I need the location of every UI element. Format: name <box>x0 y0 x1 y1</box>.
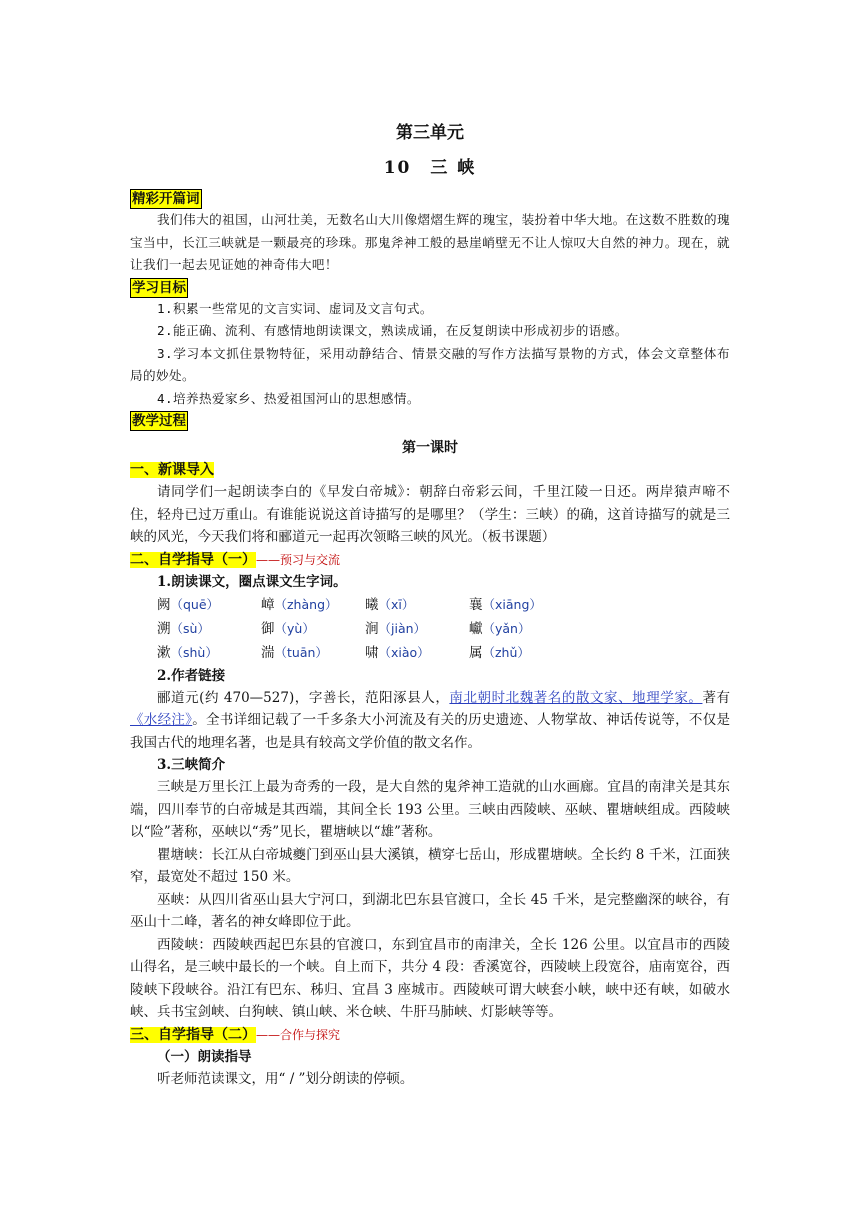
section-intro <box>130 459 730 549</box>
goal-item: 2.能正确、流利、有感情地朗读课文，熟读成诵，在反复朗读中形成初步的语感。 <box>157 323 628 338</box>
vocab-item: 涧（jiàn） <box>365 620 427 637</box>
vocab-item: 御（yù） <box>261 620 315 637</box>
section-note: ——预习与交流 <box>256 552 341 567</box>
subheading: （一）朗读指导 <box>157 1048 252 1065</box>
section-heading <box>130 1024 730 1046</box>
period-heading: 第一课时 <box>402 440 458 456</box>
goals-tag: 学习目标 <box>132 279 186 296</box>
process-tag: 教学过程 <box>132 413 186 429</box>
vocab-item: 阙（quē） <box>157 596 220 613</box>
paragraph: 瞿塘峡：长江从白帝城夔门到巫山县大溪镇，横穿七岳山，形成瞿塘峡。全长约 8 千米，江面狭窄，最宽处不超过 150 米。 <box>130 846 730 885</box>
section-self-study-2 <box>130 1024 730 1091</box>
vocab-item: 襄（xiāng） <box>469 596 542 613</box>
vocab-item: 曦（xī） <box>365 596 415 613</box>
process-block <box>130 410 730 457</box>
subheading: 1.朗读课文，圈点课文生字词。 <box>157 573 347 590</box>
unit-title: 第三单元 <box>396 123 464 143</box>
section-note: ——合作与探究 <box>256 1027 341 1042</box>
paragraph: 巫峡：从四川省巫山县大宁河口，到湖北巴东县官渡口，全长 45 千米，是完整幽深的峡谷，有巫山十二峰，著名的神女峰即位于此。 <box>130 891 730 930</box>
goals-block <box>130 277 730 411</box>
subheading: 2.作者链接 <box>157 667 226 684</box>
vocab-item: 啸（xiào） <box>365 644 430 661</box>
vocab-item: 湍（tuān） <box>261 644 328 661</box>
intro-tag: 精彩开篇词 <box>132 191 200 207</box>
vocab-item: 溯（sù） <box>157 620 210 637</box>
goal-item: 3.学习本文抓住景物特征，采用动静结合、情景交融的写作方法描写景物的方式，体会文章整体布局的妙处。 <box>130 345 730 383</box>
document-page <box>130 110 730 1090</box>
vocab-grid <box>130 593 730 665</box>
section-title: 二、自学指导（一） <box>130 551 256 568</box>
section-text: 听老师范读课文，用“ / ”划分朗读的停顿。 <box>157 1070 414 1087</box>
vocab-item: 漱（shù） <box>157 644 218 661</box>
goal-item: 4.培养热爱家乡、热爱祖国河山的思想感情。 <box>157 390 420 406</box>
section-heading <box>130 459 730 481</box>
intro-block <box>130 188 730 277</box>
book-link[interactable]: 《水经注》 <box>130 712 193 728</box>
section-title: 三、自学指导（二） <box>130 1026 256 1043</box>
paragraph: 西陵峡：西陵峡西起巴东县的官渡口，东到宜昌市的南津关，全长 126 公里。以宜昌市的西陵山得名，是三峡中最长的一个峡。自上而下，共分 4 段：香溪宽谷，西陵峡上段宽谷，庙南宽谷，西陵峡下段峡谷。沿江有巴东、秭归、宜昌 3 座城市。西陵峡可谓大峡套小峡，峡中还有峡，如破水峡、兵书宝剑峡、白狗峡、镇山峡、米仓峡、牛肝马肺峡、灯影峡等等。 <box>130 936 730 1020</box>
vocab-item: 巘（yǎn） <box>469 620 531 637</box>
intro-text: 我们伟大的祖国，山河壮美，无数名山大川像熠熠生辉的瑰宝，装扮着中华大地。在这数不胜数的瑰宝当中，长江三峡就是一颗最亮的珍珠。那鬼斧神工般的悬崖峭壁无不让人惊叹大自然的神力。现在，就让我们一起去见证她的神奇伟大吧！ <box>130 212 730 272</box>
section-self-study-1 <box>130 549 730 1024</box>
section-heading <box>130 549 730 571</box>
author-text: 郦道元(约 470—527)，字善长，范阳涿县人，南北朝时北魏著名的散文家、地理学家。著有《水经注》。全书详细记载了一千多条大小河流及有关的历史遗迹、人物掌故、神话传说等，不仅是我国古代的地理名著，也是具有较高文学价值的散文名作。 <box>130 689 731 751</box>
goal-item: 1.积累一些常见的文言实词、虚词及文言句式。 <box>157 300 433 316</box>
section-text: 请同学们一起朗读李白的《早发白帝城》：朝辞白帝彩云间，千里江陵一日还。两岸猿声啼不住，轻舟已过万重山。有谁能说说这首诗描写的是哪里？（学生：三峡）的确，这首诗描写的就是三峡的风光，今天我们将和郦道元一起再次领略三峡的风光。（板书课题） <box>130 484 730 545</box>
lesson-title: 10 三 峡 <box>383 158 477 178</box>
subheading: 3.三峡简介 <box>157 757 226 773</box>
section-title: 一、新课导入 <box>130 462 214 478</box>
vocab-item: 属（zhǔ） <box>469 644 530 661</box>
paragraph: 三峡是万里长江上最为奇秀的一段，是大自然的鬼斧神工造就的山水画廊。宜昌的南津关是其东端，四川奉节的白帝城是其西端，其间全长 193 公里。三峡由西陵峡、巫峡、瞿塘峡组成。西陵峡以“险”著称，巫峡以“秀”见长，瞿塘峡以“雄”著称。 <box>130 779 730 840</box>
author-link[interactable]: 南北朝时北魏著名的散文家、地理学家。 <box>449 689 703 706</box>
vocab-item: 嶂（zhàng） <box>261 596 338 613</box>
